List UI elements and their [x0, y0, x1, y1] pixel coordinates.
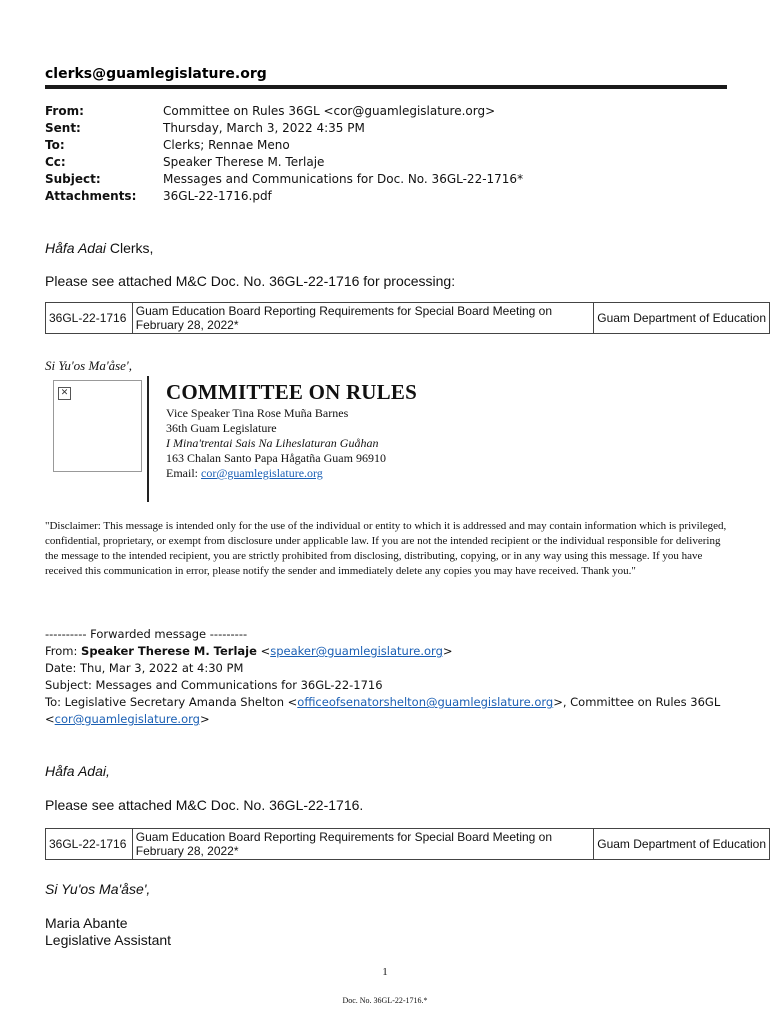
doc-number-cell: 36GL-22-1716	[46, 829, 133, 860]
email-header-block	[45, 103, 523, 205]
signature-line-chamorro: I Mina'trentai Sais Na Liheslaturan Guåhan	[166, 436, 379, 450]
signature-line: Vice Speaker Tina Rose Muña Barnes	[166, 406, 349, 420]
doc-title-cell: Guam Education Board Reporting Requirements for Special Board Meeting on February 28, 2022*	[132, 829, 593, 860]
header-row-attachments	[45, 188, 523, 205]
to-prefix: To: Legislative Secretary Amanda Shelton <	[45, 695, 298, 709]
signature-divider	[147, 376, 149, 502]
table-row	[46, 829, 770, 860]
table-row	[46, 303, 770, 334]
header-row-cc	[45, 154, 523, 171]
doc-number-cell: 36GL-22-1716	[46, 303, 133, 334]
mailbox-address: clerks@guamlegislature.org	[45, 66, 267, 82]
header-value-sent: Thursday, March 3, 2022 4:35 PM	[163, 121, 365, 135]
greeting-rest: Clerks,	[105, 240, 154, 256]
header-divider	[45, 85, 727, 89]
cor-email-link[interactable]: cor@guamlegislature.org	[54, 712, 200, 726]
header-label: Attachments:	[45, 189, 137, 203]
header-value-cc: Speaker Therese M. Terlaje	[163, 155, 325, 169]
broken-image-placeholder	[53, 380, 142, 472]
to-email-link[interactable]: officeofsenatorshelton@guamlegislature.org	[297, 695, 554, 709]
signature-org: COMMITTEE ON RULES	[166, 380, 417, 404]
forwarded-request: Please see attached M&C Doc. No. 36GL-22-1716.	[45, 797, 364, 813]
header-label: To:	[45, 138, 65, 152]
header-label: Sent:	[45, 121, 81, 135]
processing-request: Please see attached M&C Doc. No. 36GL-22-1716 for processing:	[45, 273, 456, 289]
greeting-italic: Håfa Adai	[45, 240, 106, 256]
signature-address: 163 Chalan Santo Papa Hågatña Guam 96910	[166, 451, 386, 465]
forwarded-banner: ---------- Forwarded message ---------	[45, 627, 248, 641]
header-label: From:	[45, 104, 84, 118]
doc-dept-cell: Guam Department of Education	[594, 829, 770, 860]
signature-email-row	[166, 466, 417, 481]
greeting-forwarded: Håfa Adai,	[45, 763, 110, 779]
page-footer: Doc. No. 36GL-22-1716.*	[342, 996, 428, 1005]
document-table	[45, 302, 770, 334]
forwarded-subject: Subject: Messages and Communications for 36GL-22-1716	[45, 678, 383, 692]
document-table-forwarded	[45, 828, 770, 860]
forwarded-date: Date: Thu, Mar 3, 2022 at 4:30 PM	[45, 661, 244, 675]
forwarded-message-block	[45, 626, 720, 728]
header-value-subject: Messages and Communications for Doc. No. 36GL-22-1716*	[163, 172, 524, 186]
header-row-from	[45, 103, 523, 120]
signer-name: Maria Abante	[45, 915, 128, 931]
doc-dept-cell: Guam Department of Education	[594, 303, 770, 334]
header-row-to	[45, 137, 523, 154]
header-value-to: Clerks; Rennae Meno	[163, 138, 290, 152]
closing-thanks: Si Yu'os Ma'åse',	[45, 358, 132, 373]
page-number: 1	[382, 966, 388, 978]
signature-email-link[interactable]: cor@guamlegislature.org	[201, 466, 323, 480]
from-label: From:	[45, 644, 82, 658]
header-row-subject	[45, 171, 523, 188]
to-mid: >, Committee on Rules 36GL	[553, 695, 721, 709]
greeting-clerks	[45, 240, 153, 256]
from-name: Speaker Therese M. Terlaje	[81, 644, 257, 658]
signer-title: Legislative Assistant	[45, 932, 172, 948]
header-label: Cc:	[45, 155, 66, 169]
forwarded-to-cont: <cor@guamlegislature.org>	[45, 712, 210, 726]
from-email-link[interactable]: speaker@guamlegislature.org	[270, 644, 443, 658]
signature-block	[166, 378, 417, 481]
email-label: Email:	[166, 466, 201, 480]
disclaimer-text: "Disclaimer: This message is intended only for the use of the individual or entity to which it is addressed and may contain information which is privileged, confidential, proprietary, or exempt from disclosure under applicable law. If you are not the intended recipient or the individual responsible for delivering the message to the intended recipient, you are strictly prohibited from disclosing, distributing, copying, or in any way using this message. If you have received this communication in error, please notify the sender and immediately delete any copies you may have received. Thank you."	[45, 520, 727, 577]
closing-thanks-forwarded: Si Yu'os Ma'åse',	[45, 881, 151, 897]
signer-block	[45, 915, 171, 949]
header-row-sent	[45, 120, 523, 137]
header-label: Subject:	[45, 172, 101, 186]
forwarded-to	[45, 694, 720, 711]
broken-image-icon: ✕	[58, 387, 71, 400]
signature-line: 36th Guam Legislature	[166, 421, 277, 435]
header-value-from: Committee on Rules 36GL <cor@guamlegislature.org>	[163, 104, 496, 118]
doc-title-cell: Guam Education Board Reporting Requirements for Special Board Meeting on February 28, 2022*	[132, 303, 593, 334]
attachment-filename[interactable]: 36GL-22-1716.pdf	[163, 189, 272, 203]
forwarded-from: From: Speaker Therese M. Terlaje <speaker@guamlegislature.org>	[45, 644, 453, 658]
